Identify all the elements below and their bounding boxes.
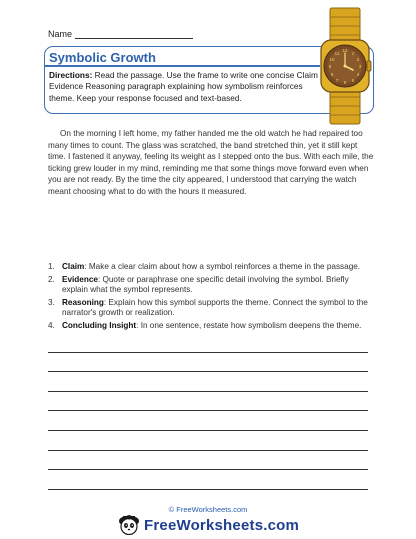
directions bbox=[49, 70, 319, 104]
step-number: 3. bbox=[48, 297, 55, 307]
svg-text:9: 9 bbox=[328, 64, 332, 69]
list-item bbox=[48, 298, 368, 319]
writing-line[interactable] bbox=[48, 431, 368, 451]
svg-text:10: 10 bbox=[329, 57, 335, 62]
name-line bbox=[75, 30, 193, 39]
cer-steps-list bbox=[48, 262, 368, 334]
svg-text:7: 7 bbox=[335, 78, 339, 83]
list-item bbox=[48, 275, 368, 296]
brand-logo[interactable] bbox=[118, 515, 299, 535]
list-item bbox=[48, 321, 368, 332]
directions-label: Directions: bbox=[49, 70, 93, 80]
writing-line[interactable] bbox=[48, 372, 368, 392]
page-title: Symbolic Growth bbox=[49, 50, 156, 65]
svg-text:5: 5 bbox=[351, 78, 355, 83]
writing-line[interactable] bbox=[48, 470, 368, 490]
svg-text:12: 12 bbox=[342, 48, 348, 53]
step-label: Concluding Insight bbox=[62, 320, 137, 330]
brand-name: FreeWorksheets.com bbox=[144, 516, 300, 534]
name-label: Name bbox=[48, 29, 73, 39]
svg-text:11: 11 bbox=[334, 51, 340, 56]
writing-line[interactable] bbox=[48, 411, 368, 431]
writing-line[interactable] bbox=[48, 451, 368, 471]
step-text: : In one sentence, restate how symbolism deepens the theme. bbox=[136, 320, 362, 330]
step-label: Claim bbox=[62, 262, 85, 271]
step-text: : Make a clear claim about how a symbol reinforces a theme in the passage. bbox=[84, 262, 361, 271]
step-label: Reasoning bbox=[62, 297, 104, 307]
svg-text:6: 6 bbox=[343, 80, 347, 85]
panda-logo-icon bbox=[118, 515, 140, 535]
watch-icon bbox=[318, 7, 372, 125]
step-text: : Quote or paraphrase one specific detail involving the symbol. Briefly explain what the symbol represents. bbox=[62, 274, 349, 295]
step-number: 1. bbox=[48, 262, 55, 271]
step-text: : Explain how this symbol supports the theme. Connect the symbol to the narrator's growth or realization. bbox=[62, 297, 368, 318]
step-number: 2. bbox=[48, 274, 55, 284]
reading-passage: On the morning I left home, my father handed me the old watch he had repaired too many times to count. The glass was scratched, the band stretched thin, yet it still kept time. I fastened it anyway, feeling its weight as I stepped onto the bus. With each mile, the ticking grew louder in my mind, reminding me that some things move forward even when you are not ready. By the time the city appeared, I understood that carrying the watch meant choosing what to do with the hours it measured. bbox=[48, 129, 374, 196]
svg-text:3: 3 bbox=[358, 64, 362, 69]
svg-text:2: 2 bbox=[356, 57, 360, 62]
svg-text:4: 4 bbox=[356, 72, 360, 77]
svg-text:8: 8 bbox=[330, 72, 334, 77]
name-field bbox=[48, 29, 193, 39]
step-number: 4. bbox=[48, 320, 55, 330]
directions-text: Read the passage. Use the frame to write one concise Claim Evidence Reasoning paragraph explaining how symbolism reinforces theme. Keep your response focused and text-based. bbox=[49, 70, 318, 103]
writing-line[interactable] bbox=[48, 353, 368, 373]
writing-line[interactable] bbox=[48, 392, 368, 412]
header-divider bbox=[44, 65, 320, 67]
writing-area[interactable] bbox=[48, 333, 368, 490]
list-item bbox=[48, 262, 368, 273]
writing-line[interactable] bbox=[48, 333, 368, 353]
copyright-link[interactable]: © FreeWorksheets.com bbox=[168, 505, 248, 514]
step-label: Evidence bbox=[62, 274, 98, 284]
svg-text:1: 1 bbox=[351, 51, 355, 56]
